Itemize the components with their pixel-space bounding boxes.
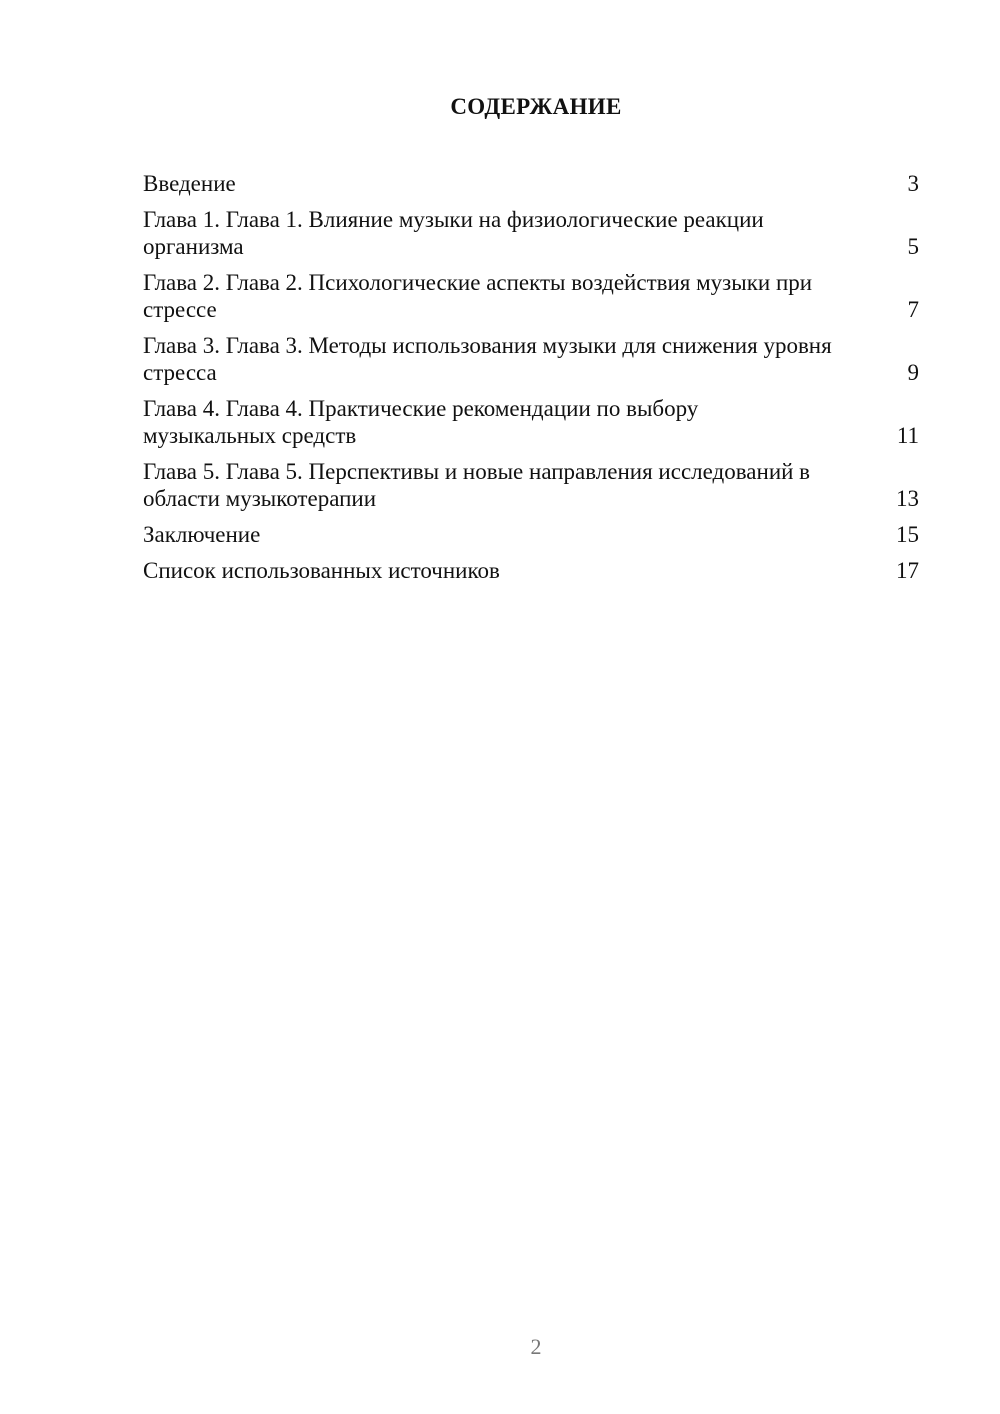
toc-entry-page: 15 — [896, 522, 919, 547]
toc-entry-references[interactable] — [143, 557, 919, 584]
toc-entry-title: Глава 3. Глава 3. Методы использования музыки для снижения уровня стресса — [143, 333, 832, 385]
toc-entry-title: Глава 2. Глава 2. Психологические аспекты воздействия музыки при стрессе — [143, 270, 813, 322]
toc-entry-page: 5 — [907, 234, 919, 259]
toc-entry-page: 13 — [896, 486, 919, 511]
toc-entry-page: 9 — [907, 360, 919, 385]
toc-entry-title: Глава 5. Глава 5. Перспективы и новые направления исследований в области музыкотерапии — [143, 459, 811, 511]
toc-entry-introduction[interactable] — [143, 170, 919, 197]
toc-entry-page: 3 — [907, 171, 919, 196]
toc-entry-title: Введение — [143, 171, 236, 196]
table-of-contents — [143, 170, 919, 593]
toc-entry-title: Глава 4. Глава 4. Практические рекомендации по выбору музыкальных средств — [143, 396, 699, 448]
toc-entry-page: 7 — [907, 297, 919, 322]
toc-entry-chapter-1[interactable] — [143, 206, 919, 260]
toc-entry-chapter-3[interactable] — [143, 332, 919, 386]
toc-entry-chapter-5[interactable] — [143, 458, 919, 512]
page-number: 2 — [530, 1334, 542, 1359]
toc-entry-chapter-4[interactable] — [143, 395, 919, 449]
page-title: СОДЕРЖАНИЕ — [450, 94, 622, 119]
toc-entry-page: 17 — [896, 558, 919, 583]
toc-entry-page: 11 — [896, 423, 919, 448]
toc-entry-title: Заключение — [143, 522, 261, 547]
toc-entry-conclusion[interactable] — [143, 521, 919, 548]
toc-entry-title: Глава 1. Глава 1. Влияние музыки на физиологические реакции организма — [143, 207, 764, 259]
toc-entry-title: Список использованных источников — [143, 558, 500, 583]
toc-entry-chapter-2[interactable] — [143, 269, 919, 323]
